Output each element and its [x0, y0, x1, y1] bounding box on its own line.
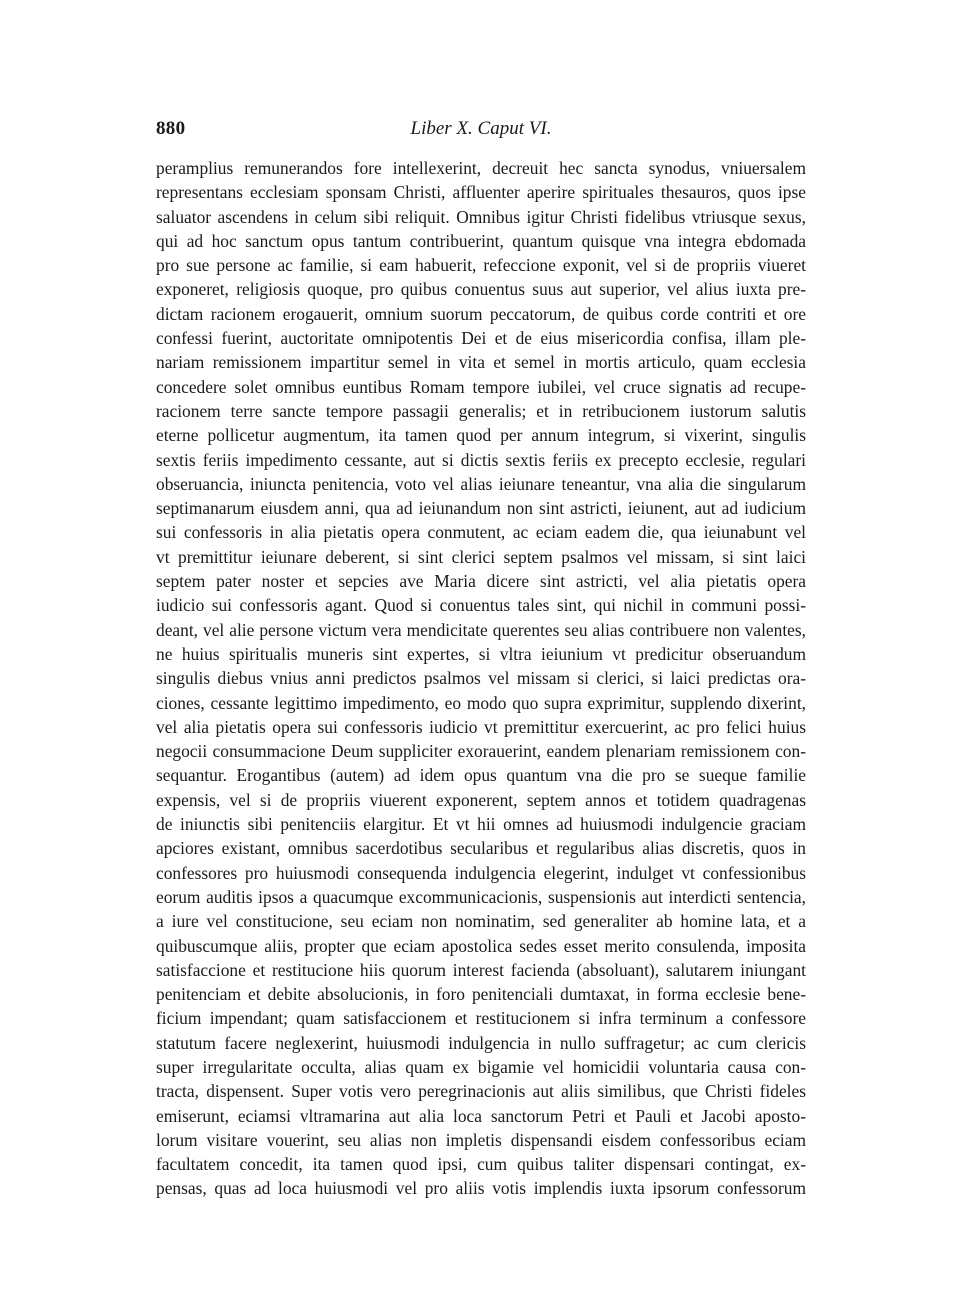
text-line: sui confessoris in alia pietatis opera conmutent, ac eciam eadem die, qua ieiunabunt vel [156, 522, 806, 543]
text-line: representans ecclesiam sponsam Christi, affluenter aperire spirituales thesauros, quos ipse [156, 182, 806, 203]
text-line: super irregularitate occulta, alias quam ex bigamie vel homicidii voluntaria causa con- [156, 1056, 806, 1077]
text-line: saluator ascendens in celum sibi reliquit. Omnibus igitur Christi fidelibus vtriusque sexus, [156, 206, 806, 227]
text-line: dictam racionem erogauerit, omnium suorum peccatorum, de quibus corde contriti et ore [156, 303, 806, 324]
text-line: eorum auditis ipsos a quacumque excommunicacionis, suspensionis aut interdicti sentencia, [156, 886, 806, 907]
text-line: sextis feriis impedimento cessante, aut si dictis sextis feriis ex precepto ecclesie, regulari [156, 449, 806, 470]
text-line: racionem terre sancte tempore passagii generalis; et in retribucionem iustorum salutis [156, 400, 806, 421]
text-line: deant, vel alie persone victum vera mendicitate querentes seu alias contribuere non valentes, [156, 619, 806, 640]
text-line: septem pater noster et sepcies ave Maria dicere sint astricti, vel alia pietatis opera [156, 571, 806, 592]
running-head [156, 118, 806, 142]
text-line: expensis, vel si de propriis viuerent exponerent, septem annos et totidem quadragenas [156, 789, 806, 810]
text-line: pro sue persone ac familie, si eam habuerit, refeccione exponit, vel si de propriis viueret [156, 255, 806, 276]
text-line: qui ad hoc sanctum opus tantum contribuerint, quantum quisque vna integra ebdomada [156, 230, 806, 251]
text-line: iudicio sui confessoris agant. Quod si conuentus tales sint, qui nichil in communi possi- [156, 595, 806, 616]
text-line: ciones, cessante legittimo impedimento, eo modo quo supra exprimitur, supplendo dixerint, [156, 692, 806, 713]
text-line: vel alia pietatis opera sui confessoris iudicio vt premittitur exercuerint, ac pro felici huius [156, 716, 806, 737]
text-line: pensas, quas ad loca huiusmodi vel pro aliis votis implendis iuxta ipsorum confessorum [156, 1178, 806, 1199]
running-title: Liber X. Caput VI. [410, 118, 552, 139]
text-line: singulis diebus vnius anni predictos psalmos vel missam si clerici, si laici predictas ora- [156, 668, 806, 689]
body-text [156, 156, 806, 1201]
text-line: ficium impendant; quam satisfaccionem et restitucionem si infra terminum a confessore [156, 1008, 806, 1029]
page-number: 880 [156, 118, 186, 139]
text-line: tracta, dispensent. Super votis vero peregrinacionis aut aliis similibus, que Christi fideles [156, 1081, 806, 1102]
text-line: eterne pollicetur augmentum, ita tamen quod per annum integrum, si vixerint, singulis [156, 425, 806, 446]
text-line: confessores pro huiusmodi consequenda indulgencia elegerint, indulget vt confessionibus [156, 862, 806, 883]
text-line: penitenciam et debite absolucionis, in foro penitenciali dumtaxat, in forma ecclesie bene- [156, 984, 806, 1005]
text-line: negocii consummacione Deum suppliciter exorauerint, eandem plenariam remissionem con- [156, 741, 806, 762]
text-line: vt premittitur ieiunare deberent, si sint clerici septem psalmos vel missam, si sint laici [156, 546, 806, 567]
text-line: peramplius remunerandos fore intellexerint, decreuit hec sancta synodus, vniuersalem [156, 158, 806, 178]
text-line: apciores existant, omnibus sacerdotibus secularibus et regularibus alias discretis, quos in [156, 838, 806, 859]
text-line: nariam remissionem impartitur semel in vita et semel in mortis articulo, quam ecclesia [156, 352, 806, 373]
text-line: emiserunt, eciamsi vltramarina aut alia loca sanctorum Petri et Pauli et Jacobi aposto- [156, 1105, 806, 1126]
text-line: obseruancia, iniuncta penitencia, voto vel alias ieiunare teneantur, vna alia die singularum [156, 473, 806, 494]
text-line: sequantur. Erogantibus (autem) ad idem opus quantum vna die pro se sueque familie [156, 765, 806, 786]
text-line: quibuscumque aliis, propter que eciam apostolica sedes esset merito consulenda, imposita [156, 935, 806, 956]
text-line: confessi fuerint, auctoritate omnipotentis Dei et de eius misericordia confisa, illam ple- [156, 328, 806, 349]
text-line: concedere solet omnibus euntibus Romam tempore iubilei, vel cruce signatis ad recupe- [156, 376, 806, 397]
text-line: lorum visitare vouerint, seu alias non impletis dispensandi eisdem confessoribus eciam [156, 1129, 806, 1150]
text-line: exponeret, religiosis quoque, pro quibus conuentus suus aut superior, vel alius iuxta pre- [156, 279, 806, 300]
text-line: a iure vel constitucione, seu eciam non nominatim, sed generaliter ab homine lata, et a [156, 911, 806, 932]
text-line: facultatem concedit, ita tamen quod ipsi, cum quibus taliter dispensari contingat, ex- [156, 1154, 806, 1175]
text-line: statutum facere neglexerint, huiusmodi indulgencia in nullo suffragetur; ac cum clericis [156, 1032, 806, 1053]
text-line: ne huius spiritualis muneris sint expertes, si vltra ieiunium vt predicitur obseruandum [156, 643, 806, 664]
text-line: de iniunctis sibi penitenciis elargitur. Et vt hii omnes ad huiusmodi indulgencie graciam [156, 814, 806, 835]
text-line: satisfaccione et restitucione hiis quorum interest facienda (absoluant), salutarem iniungant [156, 959, 806, 980]
text-line: septimanarum eiusdem anni, qua ad ieiunandum non sint astricti, ieiunent, aut ad iudicium [156, 498, 806, 519]
